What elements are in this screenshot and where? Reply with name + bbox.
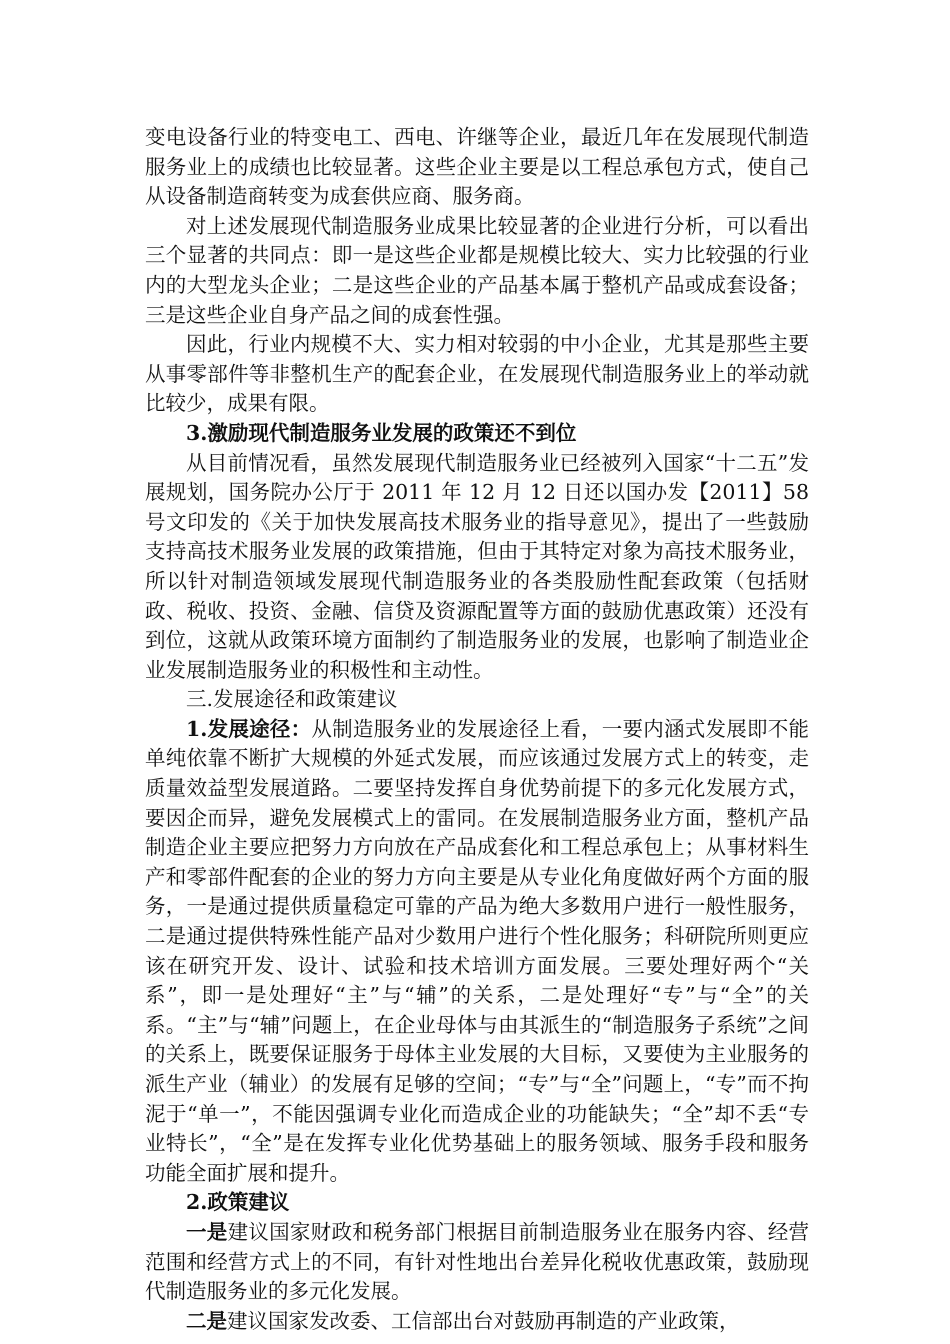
body-paragraph bbox=[145, 1218, 809, 1307]
body-paragraph: 因此，行业内规模不大、实力相对较弱的中小企业，尤其是那些主要从事零部件等非整机生产的配套企业，在发展现代制造服务业上的举动就比较少，成果有限。 bbox=[145, 332, 809, 416]
body-paragraph: 从目前情况看，虽然发展现代制造服务业已经被列入国家“十二五”发展规划，国务院办公厅于 2011 年 12 月 12 日还以国办发【2011】58 号文印发的《关于加快发展高技术服务业的指导意见》，提出了一些鼓励支持高技术服务业发展的政策措施，但由于其特定对象为高技术服务业，所以针对制造领域发展现代制造服务业的各类股励性配套政策（包括财政、税收、投资、金融、信贷及资源配置等方面的鼓励优惠政策）还没有到位，这就从政策环境方面制约了制造服务业的发展，也影响了制造业企业发展制造服务业的积极性和主动性。 bbox=[145, 450, 809, 682]
paragraph-text: 建议国家财政和税务部门根据目前制造服务业在服务内容、经营范围和经营方式上的不同，有针对性地出台差异化税收优惠政策，鼓励现代制造服务业的多元化发展。 bbox=[145, 1219, 810, 1304]
paragraph-text: 从制造服务业的发展途径上看，一要内涵式发展即不能单纯依靠不断扩大规模的外延式发展，而应该通过发展方式上的转变，走质量效益型发展道路。二要坚持发挥自身优势前提下的多元化发展方式，要因企而异，避免发展模式上的雷同。在发展制造服务业方面，整机产品制造企业主要应把努力方向放在产品成套化和工程总承包上；从事材料生产和零部件配套的企业的努力方向主要是从专业化角度做好两个方面的服务，一是通过提供质量稳定可靠的产品为绝大多数用户进行一般性服务，二是通过提供特殊性能产品对少数用户进行个性化服务；科研院所则更应该在研究开发、设计、试验和技术培训方面发展。三要处理好两个“关系”，即一是处理好“主”与“辅”的关系，二是处理好“专”与“全”的关系。“主”与“辅”问题上，在企业母体与由其派生的“制造服务子系统”之间的关系上，既要保证服务于母体主业发展的大目标，又要使为主业服务的派生产业（辅业）的发展有足够的空间；“专”与“全”问题上，“专”而不拘泥于“单一”，不能因强调专业化而造成企业的功能缺失；“全”却不丢“专业特长”，“全”是在发挥专业化优势基础上的服务领域、服务手段和服务功能全面扩展和提升。 bbox=[145, 716, 809, 1185]
section-heading: 三.发展途径和政策建议 bbox=[186, 687, 398, 712]
body-paragraph bbox=[145, 715, 809, 1189]
body-paragraph: 对上述发展现代制造服务业成果比较显著的企业进行分析，可以看出三个显著的共同点：即一是这些企业都是规模比较大、实力比较强的行业内的大型龙头企业；二是这些企业的产品基本属于整机产品或成套设备；三是这些企业自身产品之间的成套性强。 bbox=[145, 213, 809, 327]
paragraph-text: 建议国家发改委、工信部出台对鼓励再制造的产业政策， bbox=[227, 1308, 740, 1333]
body-paragraph: 变电设备行业的特变电工、西电、许继等企业，最近几年在发展现代制造服务业上的成绩也比较显著。这些企业主要是以工程总承包方式，使自己从设备制造商转变为成套供应商、服务商。 bbox=[145, 125, 809, 209]
paragraph-lead: 二是 bbox=[186, 1308, 227, 1333]
paragraph-lead: 1.发展途径： bbox=[186, 716, 312, 741]
section-heading: 3.激励现代制造服务业发展的政策还不到位 bbox=[186, 420, 577, 445]
document-page bbox=[145, 123, 809, 1336]
paragraph-lead: 一是 bbox=[186, 1219, 228, 1244]
body-paragraph bbox=[145, 1307, 809, 1337]
section-heading: 2.政策建议 bbox=[186, 1190, 290, 1215]
